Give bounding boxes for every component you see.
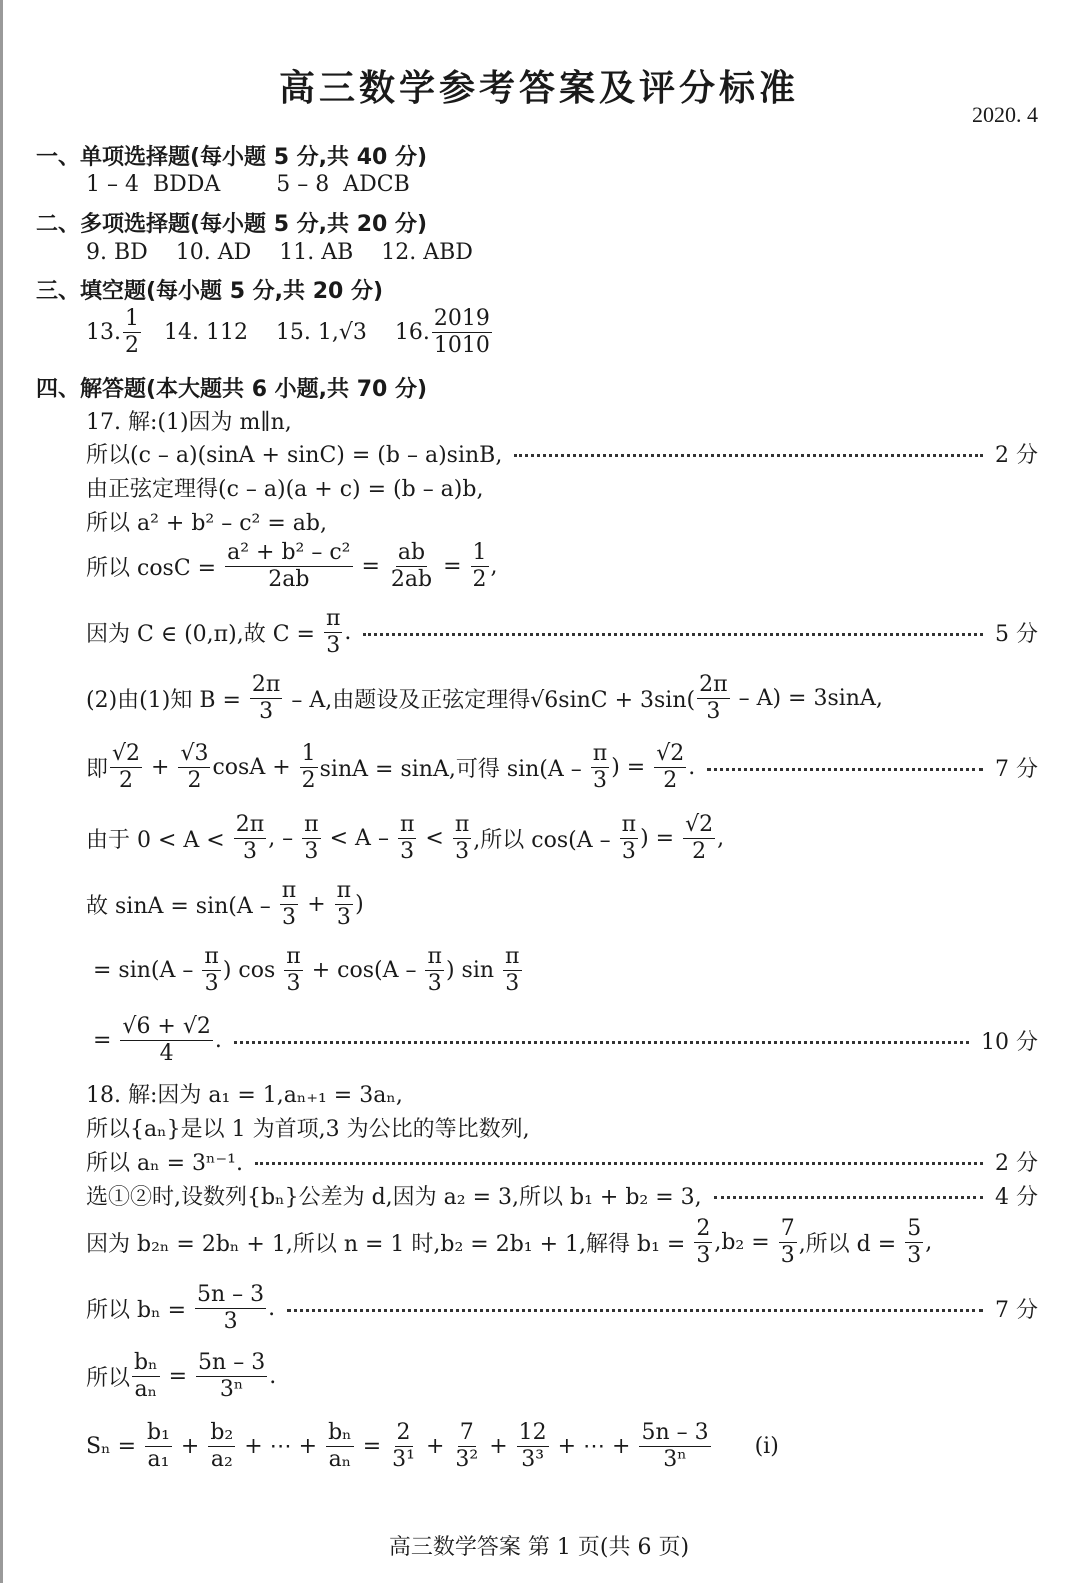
- fraction: [779, 1216, 797, 1269]
- denominator: aₙ: [328, 1447, 352, 1472]
- p18-line-2: 所以{aₙ}是以 1 为首项,3 为公比的等比数列,: [86, 1117, 530, 1142]
- fraction: [517, 1420, 549, 1473]
- denominator: 3: [304, 839, 319, 864]
- fraction: [120, 1014, 212, 1067]
- fraction: [471, 540, 489, 593]
- text: , –: [268, 826, 301, 851]
- text: =: [354, 554, 387, 579]
- p17-line-9: [86, 812, 724, 865]
- denominator: 3¹: [392, 1447, 415, 1472]
- p18-line-5: [86, 1216, 932, 1269]
- text: Sₙ =: [86, 1434, 144, 1459]
- text: ,所以 cos(A –: [473, 828, 618, 853]
- text: ) sin: [445, 958, 502, 983]
- numerator: π: [336, 878, 352, 903]
- denominator: 3: [223, 1309, 238, 1334]
- equation-tag: (ⅰ): [712, 1434, 779, 1459]
- denominator: 3: [621, 839, 636, 864]
- numerator: 5n – 3: [197, 1282, 265, 1307]
- numerator: 12: [518, 1420, 547, 1445]
- text: .: [269, 1364, 277, 1389]
- fraction: [654, 741, 686, 794]
- numerator: 2π: [699, 672, 728, 697]
- denominator: 3: [706, 699, 721, 724]
- text: .: [214, 1028, 222, 1053]
- p17-line-3: 由正弦定理得(c – a)(a + c) = (b – a)b,: [86, 477, 484, 502]
- numerator: 1: [301, 741, 316, 766]
- text: =: [161, 1364, 195, 1389]
- text: cosA +: [212, 755, 298, 780]
- denominator: 3: [907, 1243, 922, 1268]
- answers-14-16-text: 14. 112 15. 1,√3 16.: [143, 320, 430, 345]
- fraction: [591, 741, 609, 794]
- numerator: π: [621, 812, 637, 837]
- fraction: [503, 944, 521, 997]
- numerator: b₁: [147, 1420, 170, 1445]
- denominator: 3: [336, 905, 351, 930]
- text: =: [436, 554, 469, 579]
- fraction: [250, 672, 282, 725]
- fraction: [390, 1420, 417, 1473]
- text: +: [300, 892, 333, 917]
- text: .: [344, 620, 352, 645]
- answer-13-label: 13.: [86, 320, 121, 345]
- denominator: 3ⁿ: [663, 1447, 687, 1472]
- dot-leader: [255, 1162, 983, 1165]
- fraction: [178, 741, 210, 794]
- fraction: [145, 1420, 172, 1473]
- fraction: [202, 944, 220, 997]
- text: +: [418, 1434, 452, 1459]
- page-footer: 高三数学答案 第 1 页(共 6 页): [388, 1535, 690, 1560]
- denominator: 3: [281, 905, 296, 930]
- numerator: 2: [696, 1216, 711, 1241]
- text: +: [144, 755, 177, 780]
- fraction: [208, 1420, 235, 1473]
- numerator: π: [281, 878, 297, 903]
- fraction: [453, 812, 471, 865]
- p17-line-10: [86, 878, 364, 931]
- p18-line-3: [86, 1146, 1038, 1177]
- p18-line-8: [86, 1420, 779, 1473]
- text: sinA = sinA,可得 sin(A –: [319, 757, 589, 782]
- p18-line-7: [86, 1350, 276, 1403]
- score: 2 分: [995, 443, 1038, 468]
- numerator: 5n – 3: [198, 1350, 266, 1375]
- numerator: bₙ: [328, 1420, 352, 1445]
- numerator: a² + b² – c²: [227, 540, 351, 565]
- text: < A –: [322, 826, 396, 851]
- document-date: 2020. 4: [972, 102, 1038, 127]
- numerator: 5: [907, 1216, 922, 1241]
- denominator: 3: [455, 839, 470, 864]
- fraction: [300, 741, 318, 794]
- multi-choice-answers: 9. BD 10. AD 11. AB 12. ABD: [86, 240, 473, 265]
- denominator: 4: [159, 1041, 174, 1066]
- score: 7 分: [995, 757, 1038, 782]
- text: ): [355, 892, 364, 917]
- text: ) cos: [222, 958, 283, 983]
- fraction: [196, 1350, 267, 1403]
- fraction: [425, 944, 443, 997]
- numerator: π: [204, 944, 219, 969]
- p17-line-8: [86, 741, 1038, 794]
- text: =: [86, 1028, 119, 1053]
- p18-line-6: [86, 1282, 1038, 1335]
- denominator: 2: [301, 768, 316, 793]
- fraction: [620, 812, 638, 865]
- numerator: 2π: [235, 812, 265, 837]
- dot-leader: [714, 1196, 983, 1199]
- numerator: b₂: [210, 1420, 234, 1445]
- page-edge: [0, 0, 3, 1583]
- text: 所以: [86, 1366, 131, 1391]
- numerator: π: [592, 741, 608, 766]
- denominator: 3³: [521, 1447, 545, 1472]
- text: <: [418, 826, 451, 851]
- denominator: 2: [187, 768, 202, 793]
- denominator: 3: [326, 633, 341, 658]
- denominator: aₙ: [134, 1377, 158, 1402]
- p17-line-12: [86, 1014, 1038, 1067]
- p18-line-1: 18. 解:因为 a₁ = 1,aₙ₊₁ = 3aₙ,: [86, 1083, 403, 1108]
- score: 2 分: [995, 1151, 1038, 1176]
- denominator: 2: [663, 768, 678, 793]
- page-title: 高三数学参考答案及评分标准: [278, 68, 799, 109]
- text: – A,由题设及正弦定理得√6sinC + 3sin(: [284, 688, 696, 713]
- text: + cos(A –: [304, 958, 424, 983]
- numerator: 1: [472, 540, 487, 565]
- fraction: [905, 1216, 923, 1269]
- numerator: π: [399, 812, 415, 837]
- numerator: 7: [459, 1420, 474, 1445]
- section-heading-multi-choice: 二、多项选择题(每小题 5 分,共 20 分): [36, 212, 428, 237]
- denominator: 3: [204, 971, 219, 996]
- text: 所以 cosC =: [86, 556, 224, 581]
- score: 4 分: [995, 1185, 1038, 1210]
- denominator: 3ⁿ: [219, 1377, 244, 1402]
- text: =: [355, 1434, 389, 1459]
- text: ,b₂ =: [714, 1230, 777, 1255]
- fraction: [697, 672, 729, 725]
- p17-line-5: [86, 540, 498, 593]
- text: + ⋯ +: [237, 1434, 325, 1459]
- fraction: [683, 812, 715, 865]
- dot-leader: [707, 768, 983, 771]
- fraction: [195, 1282, 266, 1335]
- numerator: √2: [112, 741, 141, 766]
- text: ,: [925, 1230, 933, 1255]
- equation: [86, 1014, 222, 1067]
- denominator: 2: [119, 768, 134, 793]
- numerator: √2: [656, 741, 685, 766]
- p17-line-1: 17. 解:(1)因为 m∥n,: [86, 410, 292, 435]
- denominator: 3: [780, 1243, 795, 1268]
- numerator: 2: [396, 1420, 411, 1445]
- fraction: [225, 540, 352, 593]
- text: .: [688, 755, 696, 780]
- fraction: [280, 878, 298, 931]
- text: 所以 bₙ =: [86, 1298, 194, 1323]
- numerator: π: [427, 944, 442, 969]
- fraction: [639, 1420, 710, 1473]
- text: 由于 0 < A <: [86, 828, 232, 853]
- score: 5 分: [995, 622, 1038, 647]
- text: 因为 C ∈ (0,π),故 C =: [86, 622, 322, 647]
- denominator: 3: [593, 768, 607, 793]
- text: ,: [490, 554, 498, 579]
- fraction: [234, 812, 266, 865]
- text: .: [268, 1296, 276, 1321]
- fraction: [398, 812, 416, 865]
- numerator: π: [304, 812, 319, 837]
- text: 因为 b₂ₙ = 2bₙ + 1,所以 n = 1 时,b₂ = 2b₁ + 1,解得 b₁ =: [86, 1232, 693, 1257]
- numerator: bₙ: [134, 1350, 158, 1375]
- text: +: [482, 1434, 515, 1459]
- section-heading-single-choice: 一、单项选择题(每小题 5 分,共 40 分): [36, 145, 428, 170]
- denominator: 3: [400, 839, 415, 864]
- denominator: a₂: [210, 1447, 233, 1472]
- text: 即: [86, 757, 109, 782]
- denominator: 2: [125, 333, 139, 358]
- text: ,: [717, 826, 725, 851]
- fraction: [284, 944, 302, 997]
- equation: [86, 606, 351, 659]
- numerator: π: [505, 944, 520, 969]
- equation: 所以(c – a)(sinA + sinC) = (b – a)sinB,: [86, 443, 503, 468]
- text: = sin(A –: [86, 958, 201, 983]
- numerator: ab: [397, 540, 426, 565]
- fraction: [335, 878, 353, 931]
- numerator: √6 + √2: [122, 1014, 211, 1039]
- p18-line-4: [86, 1180, 1038, 1211]
- numerator: π: [325, 606, 341, 631]
- answer-16-fraction: [432, 306, 492, 359]
- fraction: [302, 812, 320, 865]
- section-heading-solutions: 四、解答题(本大题共 6 小题,共 70 分): [36, 377, 428, 402]
- equation: [86, 741, 695, 794]
- fraction: [389, 540, 434, 593]
- fraction: [694, 1216, 712, 1269]
- dot-leader: [234, 1041, 969, 1044]
- denominator: 3: [259, 699, 274, 724]
- dot-leader: [514, 454, 983, 457]
- denominator: 3: [286, 971, 301, 996]
- denominator: 3: [505, 971, 520, 996]
- equation: [86, 1282, 275, 1335]
- single-choice-answers: 1 – 4 BDDA 5 – 8 ADCB: [86, 172, 410, 197]
- p17-line-7: [86, 672, 883, 725]
- text: ) =: [611, 755, 653, 780]
- text: +: [173, 1434, 207, 1459]
- section-heading-fill-blank: 三、填空题(每小题 5 分,共 20 分): [36, 279, 384, 304]
- numerator: 7: [780, 1216, 795, 1241]
- text: (2)由(1)知 B =: [86, 688, 248, 713]
- numerator: √3: [180, 741, 209, 766]
- score: 7 分: [995, 1298, 1038, 1323]
- text: 故 sinA = sin(A –: [86, 894, 278, 919]
- p17-line-2: [86, 438, 1038, 469]
- equation: 选①②时,设数列{bₙ}公差为 d,因为 a₂ = 3,所以 b₁ + b₂ = 3,: [86, 1185, 702, 1210]
- fraction: [453, 1420, 480, 1473]
- denominator: 1010: [433, 333, 490, 358]
- denominator: 2: [692, 839, 707, 864]
- fraction: [326, 1420, 354, 1473]
- numerator: π: [454, 812, 470, 837]
- fill-blank-answers: [86, 306, 494, 359]
- numerator: √2: [685, 812, 714, 837]
- denominator: 2ab: [390, 567, 433, 592]
- denominator: 3²: [455, 1447, 479, 1472]
- fraction: [324, 606, 342, 659]
- denominator: 3: [696, 1243, 711, 1268]
- denominator: 2: [472, 567, 487, 592]
- text: – A) = 3sinA,: [731, 686, 883, 711]
- denominator: a₁: [147, 1447, 170, 1472]
- numerator: 2π: [251, 672, 281, 697]
- text: ) =: [640, 826, 682, 851]
- dot-leader: [287, 1309, 983, 1312]
- p17-line-4: 所以 a² + b² – c² = ab,: [86, 511, 327, 536]
- numerator: π: [286, 944, 301, 969]
- numerator: 2019: [433, 306, 490, 331]
- numerator: 5n – 3: [641, 1420, 709, 1445]
- denominator: 3: [427, 971, 442, 996]
- score: 10 分: [981, 1030, 1038, 1055]
- text: ,所以 d =: [798, 1232, 904, 1257]
- numerator: 1: [125, 306, 139, 331]
- dot-leader: [363, 633, 983, 636]
- p17-line-6: [86, 606, 1038, 659]
- denominator: 2ab: [268, 567, 310, 592]
- equation: 所以 aₙ = 3ⁿ⁻¹.: [86, 1151, 243, 1176]
- fraction: [132, 1350, 160, 1403]
- text: + ⋯ +: [550, 1434, 638, 1459]
- p17-line-11: [86, 944, 524, 997]
- fraction: [110, 741, 142, 794]
- answer-13-fraction: [123, 306, 141, 359]
- denominator: 3: [242, 839, 257, 864]
